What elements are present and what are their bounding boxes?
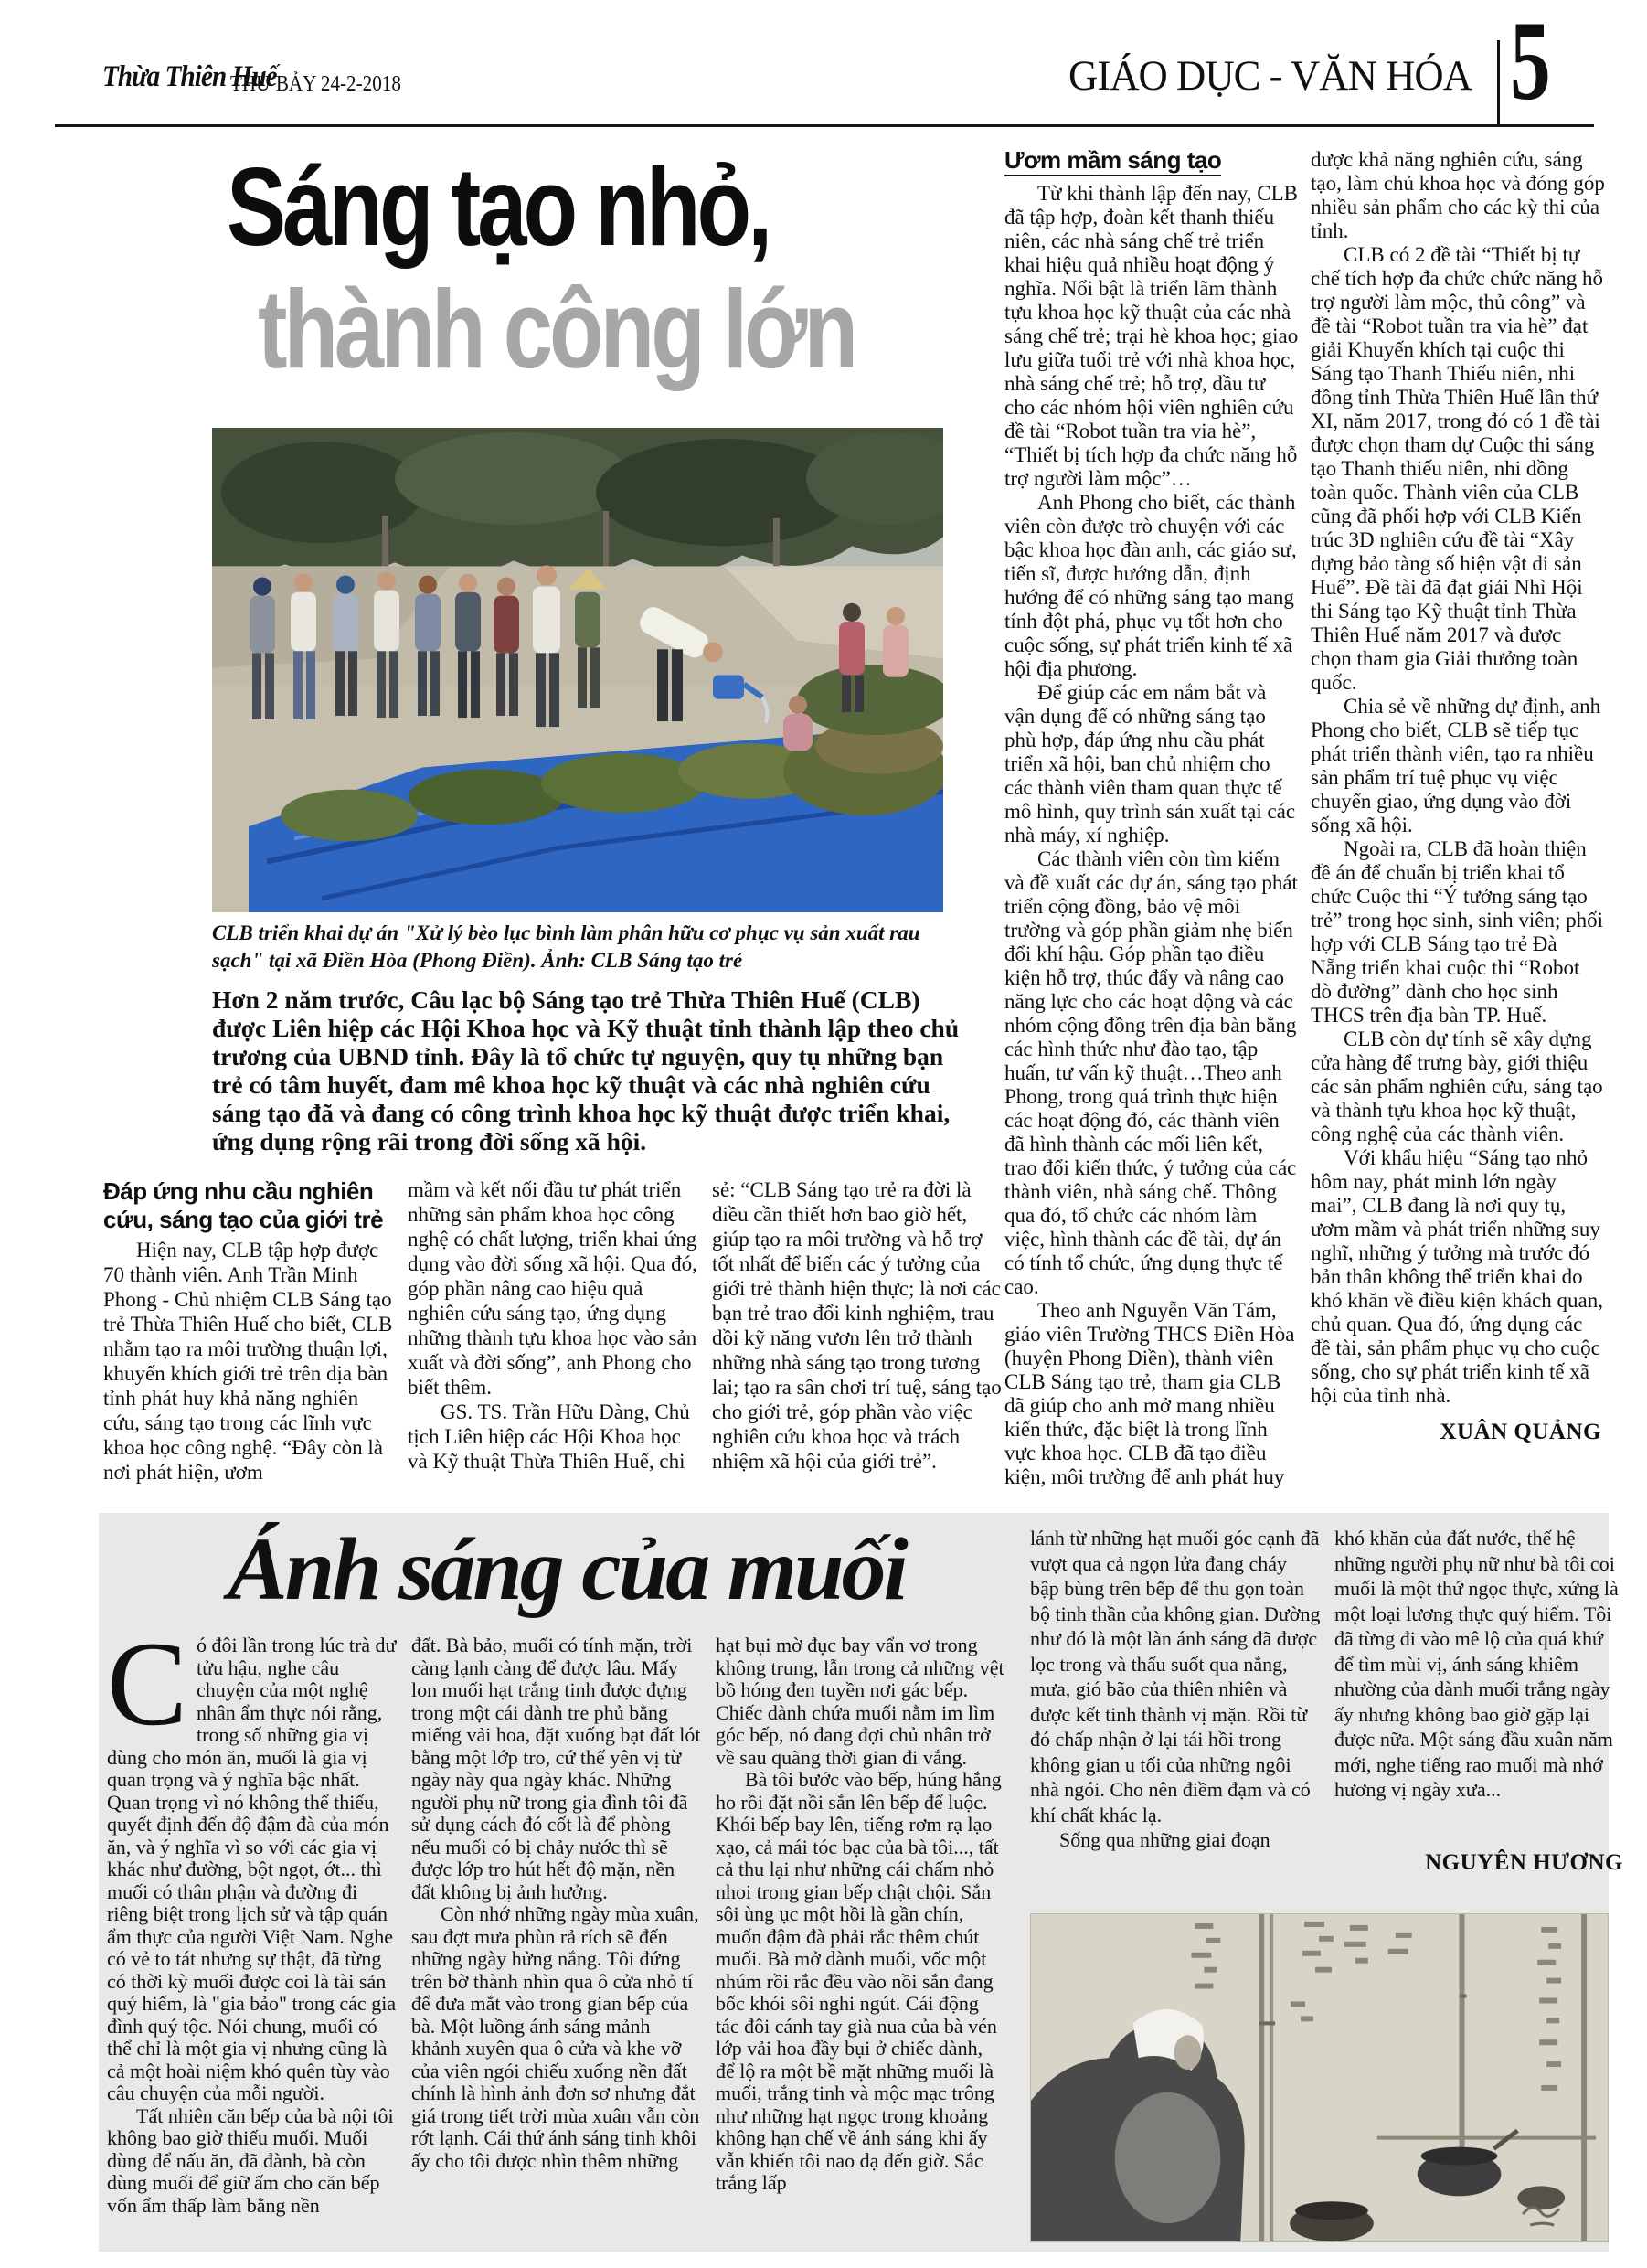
paragraph <box>107 1616 398 2105</box>
article1-byline: XUÂN QUẢNG <box>1440 1420 1601 1444</box>
article2-byline: NGUYÊN HƯƠNG <box>1425 1849 1623 1875</box>
photo-illustration <box>212 428 943 912</box>
paragraph: CLB còn dự tính sẽ xây dựng cửa hàng để trưng bày, giới thiệu các sản phẩm nghiên cứu, sáng tạo và thành tựu khoa học kỹ thuật, công nghệ của các thành viên. <box>1311 1028 1603 1145</box>
article2-illustration <box>1030 1913 1609 2242</box>
article1-column-4 <box>1004 148 1299 1489</box>
article1-photo <box>212 428 943 912</box>
header-rule <box>55 124 1594 127</box>
paragraph: Để giúp các em nắm bắt và vận dụng để có những sáng tạo phù hợp, đáp ứng nhu cầu phát triển xã hội, ban chủ nhiệm cho các thành viên tham quan thực tế mô hình, quy trình sản xuất tại các nhà máy, xí nghiệp. <box>1004 681 1296 847</box>
kitchen-drawing <box>1031 1914 1608 2241</box>
paragraph: Còn nhớ những ngày mùa xuân, sau đợt mưa phùn rả rích sẽ đến những ngày hửng nắng. Tôi đứng trên bờ thành nhìn qua ô cửa nhỏ tí để đưa mắt vào trong gian bếp của bà. Một luồng ánh sáng mảnh khảnh xuyên qua ô cửa và khe vỡ của viên ngói chiếu xuống nền đất chính là hình ảnh đơn sơ nhưng đắt giá trong tiết trời mùa xuân vẫn còn rớt lạnh. Cái thứ ánh sáng tinh khôi ấy cho tôi được nhìn thêm những <box>411 1902 700 2172</box>
header-divider <box>1497 40 1500 124</box>
paragraph: lánh từ những hạt muối góc cạnh đã vượt qua cả ngọn lửa đang cháy bập bùng trên bếp để thu gọn toàn bộ tinh thần của không gian. Dường như đó là một làn ánh sáng đã được lọc trong và thấu suốt qua nắng, mưa, gió bão của thiên nhiên và được kết tinh thành vị mặn. Rồi từ đó chấp nhận ở lại tái hồi trong không gian u tối của những ngôi nhà ngói. Cho nên điềm đạm và có khí chất khác lạ. <box>1030 1527 1321 1826</box>
article1-column-2 <box>408 1177 698 1474</box>
article2-column-4 <box>1030 1526 1321 1853</box>
paragraph: GS. TS. Trần Hữu Dàng, Chủ tịch Liên hiệp các Hội Khoa học và Kỹ thuật Thừa Thiên Huế, chi <box>408 1400 690 1473</box>
paragraph: hạt bụi mờ đục bay vẩn vơ trong không trung, lẫn trong cả những vệt bồ hóng đen tuyền nơi gác bếp. Chiếc dành chứa muối nằm im lìm góc bếp, nó đang đợi chủ nhân trở về sau quãng thời gian đi vắng. <box>716 1634 1004 1769</box>
article2-column-2 <box>411 1634 702 2172</box>
paragraph: Tất nhiên căn bếp của bà nội tôi không bao giờ thiếu muối. Muối dùng để nấu ăn, đã đành, bà còn dùng muối để giữ ấm cho căn bếp vốn ẩm thấp làm bằng nền <box>107 2103 394 2217</box>
paragraph: khó khăn của đất nước, thế hệ những người phụ nữ như bà tôi coi muối là một thứ ngọc thực, xứng là một loại lương thực quý hiếm. Tôi đã từng đi vào mê lộ của quá khứ để tìm mùi vị, ánh sáng khiêm nhường của dành muối trắng ngày ấy nhưng không bao giờ gặp lại được nữa. Một sáng đầu xuân năm mới, nghe tiếng rao muối mà nhớ hương vị ngày xưa... <box>1334 1527 1619 1801</box>
masthead-logo: Thừa Thiên Huế <box>102 60 277 93</box>
photo-caption: CLB triển khai dự án "Xử lý bèo lục bình làm phân hữu cơ phục vụ sản xuất rau sạch" tại xã Điền Hòa (Phong Điền). Ảnh: CLB Sáng tạo trẻ <box>212 921 920 972</box>
paragraph: Sống qua những giai đoạn <box>1059 1828 1270 1851</box>
paragraph: đất. Bà bảo, muối có tính mặn, trời càng lạnh càng để được lâu. Mấy lon muối hạt trắng tinh được đựng trong một cái dành tre phủ bằng miếng vải hoa, đặt xuống bạt đất lót bằng một lớp tro, cứ thế yên vị từ ngày này qua ngày khác. Những người phụ nữ trong gia đình tôi đã sử dụng cách đó cốt là để phòng nếu muối có bị chảy nước thì sẽ được lớp tro hút hết độ mặn, nền đất không bị ảnh hưởng. <box>411 1634 701 1903</box>
article1-headline-line1: Sáng tạo nhỏ, <box>227 144 770 269</box>
paragraph: Anh Phong cho biết, các thành viên còn được trò chuyện với các bậc khoa học đàn anh, các giáo sư, tiến sĩ, được hướng dẫn, định hướng để có những sáng tạo mang tính đột phá, phục vụ tốt hơn cho cuộc sống, sự phát triển kinh tế xã hội địa phương. <box>1004 491 1297 680</box>
paragraph: sẻ: “CLB Sáng tạo trẻ ra đời là điều cần thiết hơn bao giờ hết, giúp tạo ra môi trường và hỗ trợ tốt nhất để biến các ý tưởng của giới trẻ thành hiện thực; là nơi các bạn trẻ trao đổi kinh nghiệm, trau dồi kỹ năng vươn lên trở thành những nhà sáng tạo trong tương lai; tạo ra sân chơi trí tuệ, sáng tạo cho giới trẻ, góp phần vào việc nghiên cứu khoa học và trách nhiệm xã hội của giới trẻ”. <box>712 1178 1002 1473</box>
article1-subhead-2 <box>1004 148 1299 176</box>
article1-column-5 <box>1311 148 1605 1444</box>
article2-headline: Ánh sáng của muối <box>228 1520 906 1619</box>
article1-subhead-2-label: Ươm mầm sáng tạo <box>1004 148 1221 176</box>
paragraph: CLB có 2 đề tài “Thiết bị tự chế tích hợp đa chức chức năng hỗ trợ người làm mộc, thủ công” và đề tài “Robot tuần tra via hè” đạt giải Khuyến khích tại cuộc thi Sáng tạo Thanh Thiếu niên, nhi đồng tỉnh Thừa Thiên Huế lần thứ XI, năm 2017, trong đó có 1 đề tài được chọn tham dự Cuộc thi sáng tạo Thanh thiếu niên, nhi đồng toàn quốc. Thành viên của CLB cũng đã phối hợp với CLB Kiến trúc 3D nghiên cứu đề tài “Xây dựng bảo tàng số hiện vật di sản Huế”. Đề tài đã đạt giải Nhì Hội thi Sáng tạo Kỹ thuật tỉnh Thừa Thiên Huế năm 2017 và được chọn tham gia Giải thưởng toàn quốc. <box>1311 243 1604 694</box>
article1-headline-line2: thành công lớn <box>258 267 855 391</box>
article1-column-1 <box>103 1177 394 1485</box>
paragraph: Từ khi thành lập đến nay, CLB đã tập hợp, đoàn kết thanh thiếu niên, các nhà sáng chế trẻ triển khai hiệu quả nhiều hoạt động ý nghĩa. Nổi bật là triển lãm thành tựu khoa học kỹ thuật của các nhà sáng chế trẻ; trại hè khoa học; giao lưu giữa tuổi trẻ với nhà khoa học, nhà sáng chế trẻ; hỗ trợ, đầu tư cho các nhóm hội viên nghiên cứu đề tài “Robot tuần tra via hè”, “Thiết bị tích hợp đa chức năng hỗ trợ người làm mộc”… <box>1004 182 1299 490</box>
paragraph: Ngoài ra, CLB đã hoàn thiện đề án để chuẩn bị triển khai tổ chức Cuộc thi “Ý tưởng sáng tạo trẻ” trong học sinh, sinh viên; phối hợp với CLB Sáng tạo trẻ Đà Nẵng triển khai cuộc thi “Robot dò đường” dành cho học sinh THCS trên địa bàn TP. Huế. <box>1311 837 1604 1027</box>
article2-column-3 <box>716 1634 1006 2195</box>
paragraph: Hiện nay, CLB tập hợp được 70 thành viên. Anh Trần Minh Phong - Chủ nhiệm CLB Sáng tạo trẻ Thừa Thiên Huế cho biết, CLB nhằm tạo ra môi trường thuận lợi, khuyến khích giới trẻ trên địa bàn tỉnh phát huy khả năng nghiên cứu, sáng tạo trong các lĩnh vực khoa học công nghệ. “Đây còn là nơi phát hiện, ươm <box>103 1239 393 1484</box>
paragraph: Với khẩu hiệu “Sáng tạo nhỏ hôm nay, phát minh lớn ngày mai”, CLB đang là nơi quy tụ, ươm mầm và phát triển những suy nghĩ, những ý tưởng mà trước đó bản thân không thể triển khai do khó khăn về điều kiện khách quan, chủ quan. Qua đó, ứng dụng các đề tài, sản phẩm phục vụ cho cuộc sống, cho sự phát triển kinh tế xã hội của tỉnh nhà. <box>1311 1146 1603 1407</box>
paragraph: Theo anh Nguyễn Văn Tám, giáo viên Trường THCS Điền Hòa (huyện Phong Điền), thành viên CLB Sáng tạo trẻ, tham gia CLB đã giúp cho anh mở mang nhiều kiến thức, đặc biệt là trong lĩnh vực khoa học. CLB đã tạo điều kiện, môi trường để anh phát huy <box>1004 1299 1295 1488</box>
article1-lead: Hơn 2 năm trước, Câu lạc bộ Sáng tạo trẻ Thừa Thiên Huế (CLB) được Liên hiệp các Hội Khoa học và Kỹ thuật tỉnh thành lập theo chủ trương của UBND tỉnh. Đây là tổ chức tự nguyện, quy tụ những bạn trẻ có tâm huyết, đam mê khoa học kỹ thuật và các nhà nghiên cứu sáng tạo đã và đang có công trình khoa học kỹ thuật được triển khai, ứng dụng rộng rãi trong đời sống xã hội. <box>212 985 960 1155</box>
paragraph: được khả năng nghiên cứu, sáng tạo, làm chủ khoa học và đóng góp nhiều sản phẩm cho các kỳ thi của tỉnh. <box>1311 148 1605 242</box>
article2-box <box>99 1513 1623 2252</box>
article1-subhead-1: Đáp ứng nhu cầu nghiên cứu, sáng tạo của giới trẻ <box>103 1177 384 1233</box>
date-line: THỨ BẢY 24-2-2018 <box>230 72 401 96</box>
article1-column-3 <box>712 1177 1003 1474</box>
article2-column-1 <box>107 1616 398 2217</box>
drop-cap: C <box>107 1616 188 1751</box>
paragraph: Chia sẻ về những dự định, anh Phong cho biết, CLB sẽ tiếp tục phát triển thành viên, tạo ra nhiều sản phẩm trí tuệ phục vụ việc chuyển giao, ứng dụng vào đời sống xã hội. <box>1311 695 1601 836</box>
paragraph: Bà tôi bước vào bếp, húng hắng ho rồi đặt nồi sắn lên bếp để luộc. Khói bếp bay lên, tiếng rơm rạ lạo xạo, cả mái tóc bạc của bà tôi..., tất cả thu lại như những cái chấm nhỏ nhoi trong gian bếp chật chội. Sắn sôi ùng ục một hồi là gần chín, muốn đậm đà phải rắc thêm chút muối. Bà mở dành muối, vốc một nhúm rồi rắc đều vào nồi sắn đang bốc khói sôi nghi ngút. Cái động tác đôi cánh tay già nua của bà vén lớp vải hoa đầy bụi ở chiếc dành, để lộ ra một bề mặt những muối là muối, trắng tinh và mộc mạc trông như những hạt ngọc trong khoảng không hạn chế về ánh sáng khi ấy vẫn khiến tôi nao dạ đến giờ. Sắc trắng lấp <box>716 1768 1002 2194</box>
page-number: 5 <box>1510 0 1551 123</box>
article2-column-5 <box>1334 1526 1625 1875</box>
paragraph-text: ó đôi lần trong lúc trà dư tửu hậu, nghe câu chuyện của một nghệ nhân ẩm thực nói rằng, trong số những gia vị dùng cho món ăn, muối là gia vị quan trọng và ý nghĩa bậc nhất. Quan trọng vì nó không thể thiếu, quyết định đến độ đậm đà của món ăn, và ý nghĩa vì so với các gia vị khác như đường, bột ngọt, ớt... thì muối có thân phận và đường đi riêng biệt trong lịch sử và tập quán ẩm thực của người Việt Nam. Nghe có vẻ to tát nhưng sự thật, đã từng có thời kỳ muối được coi là tài sản quý hiếm, là "gia bảo" trong các gia đình quý tộc. Nói chung, muối có thể chỉ là một gia vị nhưng cũng là cả một hoài niệm khó quên tùy vào câu chuyện của mỗi người. <box>107 1634 397 2104</box>
paragraph: mầm và kết nối đầu tư phát triển những sản phẩm khoa học công nghệ có chất lượng, triển khai ứng dụng vào đời sống xã hội. Qua đó, góp phần nâng cao hiệu quả nghiên cứu sáng tạo, ứng dụng những thành tựu khoa học vào sản xuất và đời sống”, anh Phong cho biết thêm. <box>408 1178 697 1399</box>
section-title: GIÁO DỤC - VĂN HÓA <box>1068 52 1472 100</box>
paragraph: Các thành viên còn tìm kiếm và đề xuất các dự án, sáng tạo phát triển cộng đồng, bảo vệ môi trường và góp phần giảm nhẹ biến đổi khí hậu. Góp phần tạo điều kiện hỗ trợ, thúc đẩy và nâng cao năng lực cho các hoạt động và các nhóm cộng đồng trên địa bàn bằng các hình thức như đào tạo, tập huấn, tư vấn kỹ thuật…Theo anh Phong, trong quá trình thực hiện các hoạt động đó, các thành viên đã hình thành các mối liên kết, trao đổi kiến thức, ý tưởng của các thành viên, nhà sáng chế. Thông qua đó, tổ chức các nhóm làm việc, hình thành các đề tài, dự án có tính tổ chức, ứng dụng thực tế cao. <box>1004 847 1298 1298</box>
